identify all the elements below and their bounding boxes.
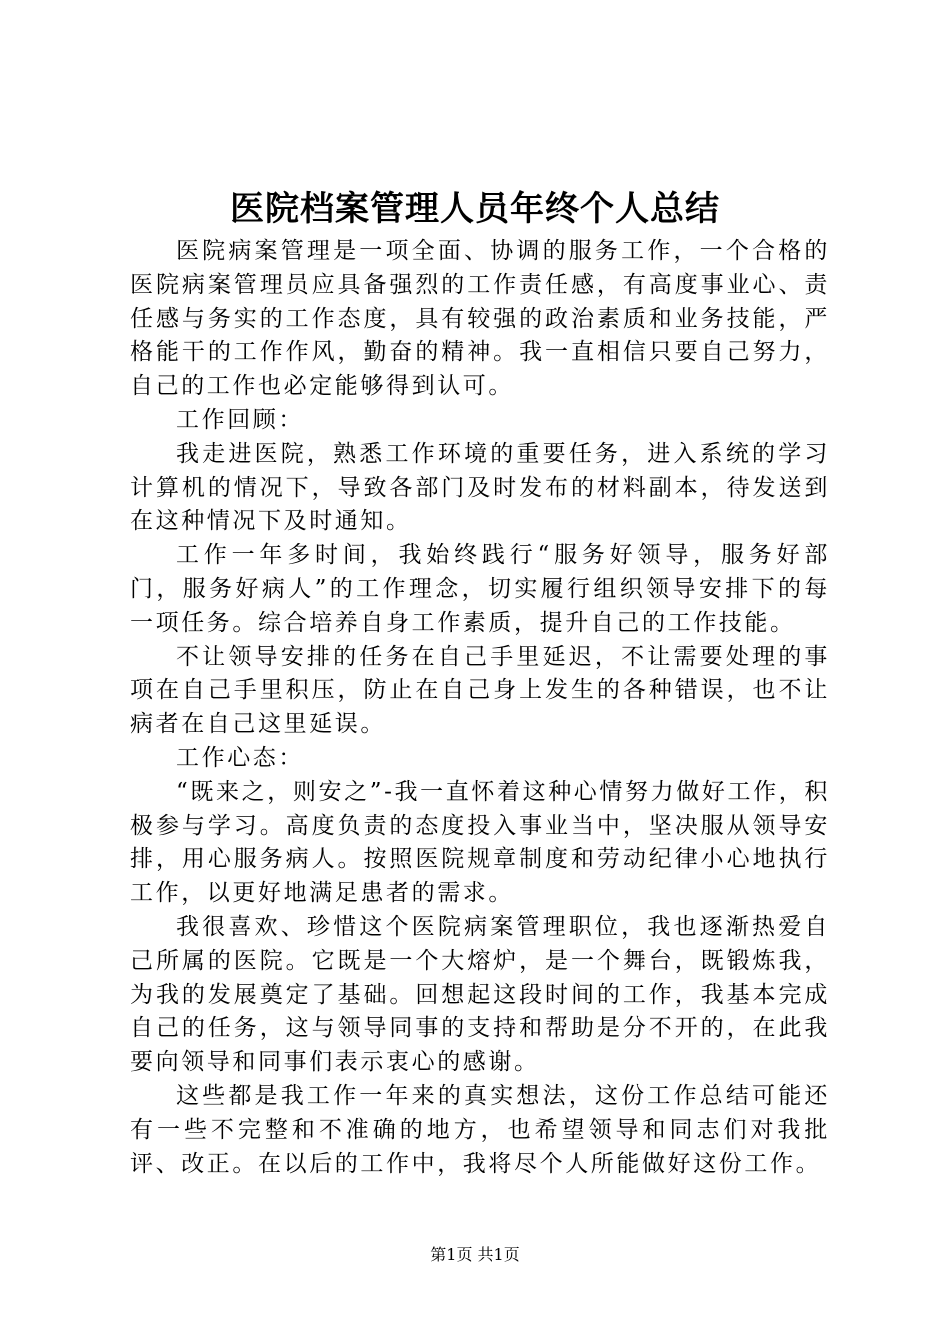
paragraph-conclusion: 这些都是我工作一年来的真实想法，这份工作总结可能还有一些不完整和不准确的地方，也希望领导和同志们对我批评、改正。在以后的工作中，我将尽个人所能做好这份工作。 — [130, 1082, 830, 1177]
paragraph-work-attitude-1: “既来之，则安之”-我一直怀着这种心情努力做好工作，积极参与学习。高度负责的态度投入事业当中，坚决服从领导安排，用心服务病人。按照医院规章制度和劳动纪律小心地执行工作，以更好地满足患者的需求。 — [130, 778, 830, 907]
section-heading-work-attitude: 工作心态： — [176, 744, 304, 771]
paragraph-work-review-3: 不让领导安排的任务在自己手里延迟，不让需要处理的事项在自己手里积压，防止在自己身上发生的各种错误，也不让病者在自己这里延误。 — [130, 643, 830, 738]
document-title: 医院档案管理人员年终个人总结 — [230, 189, 720, 229]
paragraph-intro: 医院病案管理是一项全面、协调的服务工作，一个合格的医院病案管理员应具备强烈的工作责任感，有高度事业心、责任感与务实的工作态度，具有较强的政治素质和业务技能，严格能干的工作作风，勤奋的精神。我一直相信只要自己努力，自己的工作也必定能够得到认可。 — [130, 238, 830, 400]
page-number-footer: 第1页 共1页 — [430, 1245, 520, 1264]
section-heading-work-review: 工作回顾： — [176, 406, 304, 433]
paragraph-work-review-2: 工作一年多时间，我始终践行“服务好领导，服务好部门，服务好病人”的工作理念，切实履行组织领导安排下的每一项任务。综合培养自身工作素质，提升自己的工作技能。 — [130, 542, 830, 636]
paragraph-work-attitude-2: 我很喜欢、珍惜这个医院病案管理职位，我也逐渐热爱自己所属的医院。它既是一个大熔炉，是一个舞台，既锻炼我，为我的发展奠定了基础。回想起这段时间的工作，我基本完成自己的任务，这与领导同事的支持和帮助是分不开的，在此我要向领导和同事们表示衷心的感谢。 — [130, 913, 830, 1076]
paragraph-work-review-1: 我走进医院，熟悉工作环境的重要任务，进入系统的学习计算机的情况下，导致各部门及时发布的材料副本，待发送到在这种情况下及时通知。 — [130, 440, 830, 535]
document-body — [130, 235, 830, 1181]
